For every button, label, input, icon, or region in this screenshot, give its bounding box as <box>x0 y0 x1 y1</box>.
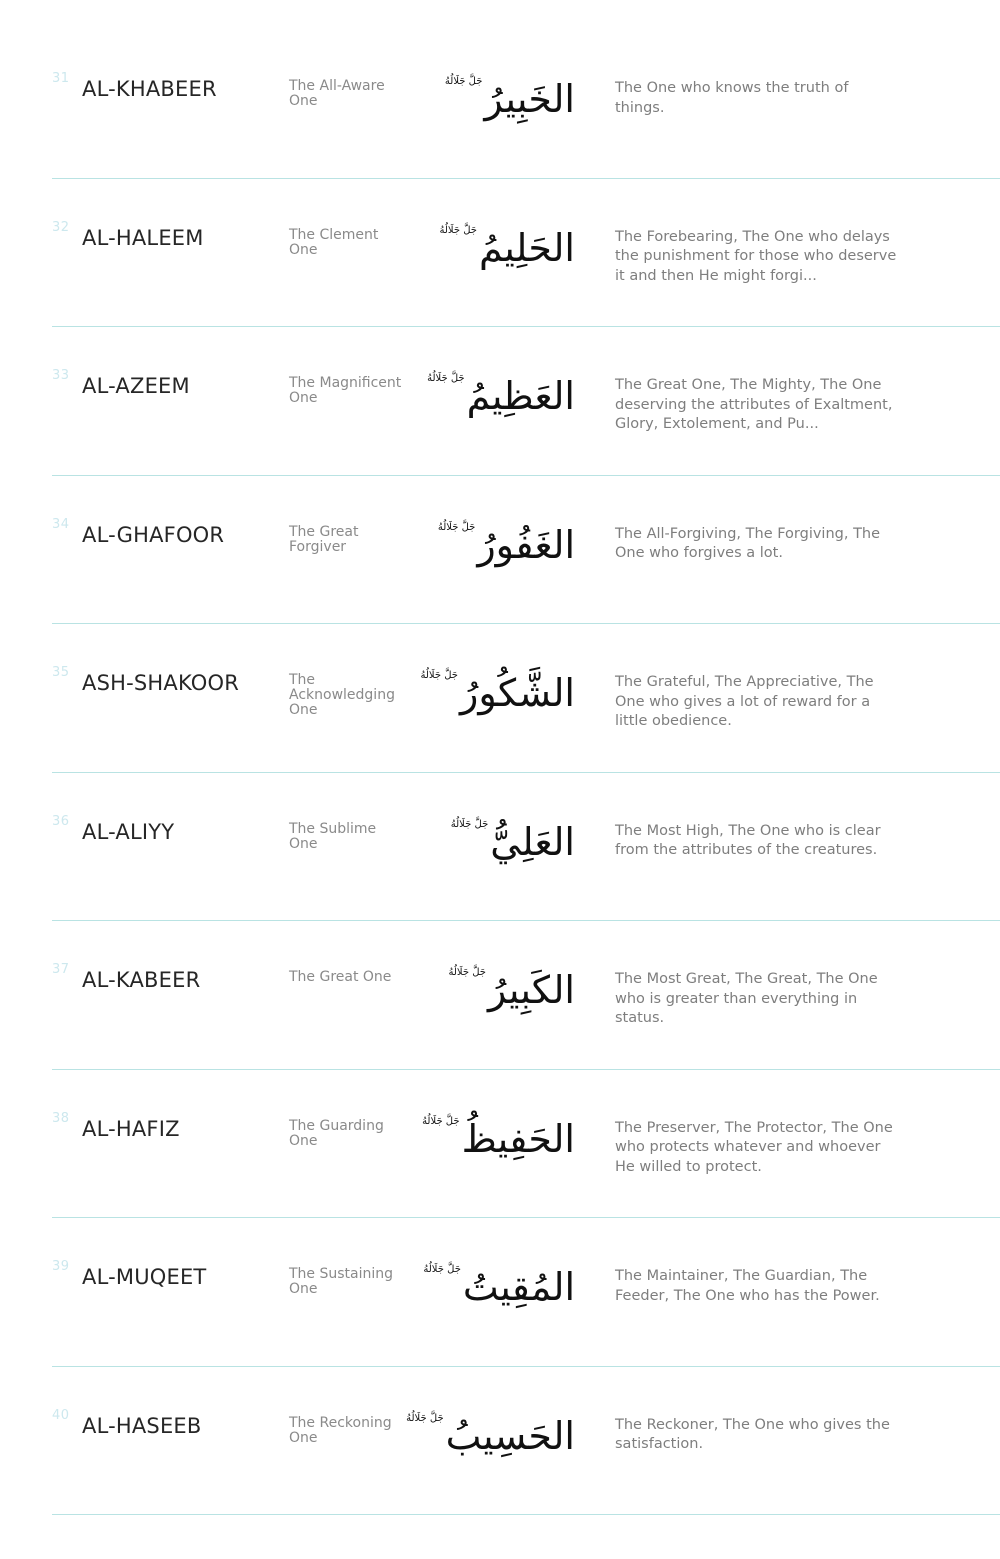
name-meaning: The Magnificent One <box>289 375 402 406</box>
arabic-calligraphy <box>440 68 575 148</box>
arabic-name: الكَبِيرُ <box>487 968 575 1012</box>
name-transliteration: AL-AZEEM <box>82 374 190 398</box>
arabic-name: الشَّكُورُ <box>459 671 575 715</box>
arabic-name: الحَسِيبُ <box>445 1413 575 1458</box>
item-number: 35 <box>52 665 70 680</box>
list-item <box>0 1367 1000 1516</box>
name-transliteration: AL-HAFIZ <box>82 1116 180 1141</box>
arabic-calligraphy <box>440 811 575 891</box>
names-list <box>0 30 1000 1515</box>
honorific-mark: جَلَّ جَلَالُهُ <box>427 373 465 384</box>
name-meaning: The All-Aware One <box>289 78 385 109</box>
name-meaning: The Great One <box>289 969 392 985</box>
arabic-calligraphy <box>423 1256 575 1336</box>
item-number: 37 <box>52 962 70 977</box>
arabic-name: الخَبِيرُ <box>484 77 575 121</box>
name-transliteration: AL-GHAFOOR <box>82 522 225 547</box>
item-number: 39 <box>52 1259 70 1274</box>
name-transliteration: AL-KABEER <box>82 968 201 992</box>
name-description: The Great One, The Mighty, The One deserving the attributes of Exaltment, Glory, Extolement, and Pu... <box>615 377 893 432</box>
name-transliteration: ASH-SHAKOOR <box>82 671 240 695</box>
item-number: 33 <box>52 368 70 383</box>
arabic-name: العَظِيمُ <box>466 374 575 418</box>
name-meaning: The Sustaining One <box>289 1266 394 1297</box>
honorific-mark: جَلَّ جَلَالُهُ <box>444 76 483 87</box>
arabic-calligraphy <box>427 365 575 445</box>
name-meaning: The Guarding One <box>289 1117 384 1149</box>
list-item <box>0 327 1000 476</box>
arabic-calligraphy <box>422 1108 575 1188</box>
name-transliteration: AL-HALEEM <box>82 225 204 250</box>
arabic-calligraphy <box>440 217 575 297</box>
item-number: 34 <box>52 516 70 532</box>
honorific-mark: جَلَّ جَلَالُهُ <box>437 521 476 533</box>
name-description: The Most High, The One who is clear from the attributes of the creatures. <box>615 822 881 858</box>
honorific-mark: جَلَّ جَلَالُهُ <box>448 967 486 978</box>
honorific-mark: جَلَّ جَلَالُهُ <box>439 224 477 236</box>
name-description: The One who knows the truth of things. <box>615 80 849 116</box>
arabic-calligraphy <box>440 959 575 1039</box>
honorific-mark: جَلَّ جَلَالُهُ <box>420 670 458 681</box>
name-description: The Forebearing, The One who delays the punishment for those who deserve it and then He might forgi... <box>615 228 897 284</box>
item-number: 40 <box>52 1407 70 1423</box>
list-item <box>0 179 1000 328</box>
honorific-mark: جَلَّ جَلَالُهُ <box>423 1264 461 1275</box>
arabic-calligraphy <box>437 514 575 594</box>
list-item <box>0 921 1000 1070</box>
arabic-name: الحَفِيظُ <box>461 1116 575 1161</box>
item-number: 31 <box>52 71 70 86</box>
name-description: The Preserver, The Protector, The One who protects whatever and whoever He willed to protect. <box>615 1119 893 1175</box>
name-transliteration: AL-HASEEB <box>82 1413 202 1438</box>
name-meaning: The Clement One <box>289 226 379 258</box>
item-number: 38 <box>52 1110 70 1126</box>
list-item <box>0 1218 1000 1367</box>
list-item <box>0 1070 1000 1219</box>
arabic-calligraphy <box>420 662 575 742</box>
name-meaning: The Reckoning One <box>289 1414 392 1446</box>
arabic-name: الغَفُورُ <box>477 522 575 567</box>
honorific-mark: جَلَّ جَلَالُهُ <box>422 1115 460 1127</box>
name-description: The Maintainer, The Guardian, The Feeder, The One who has the Power. <box>615 1268 880 1304</box>
name-description: The Grateful, The Appreciative, The One who gives a lot of reward for a little obedience. <box>615 674 874 729</box>
name-description: The Reckoner, The One who gives the satisfaction. <box>615 1416 890 1452</box>
name-description: The All-Forgiving, The Forgiving, The One who forgives a lot. <box>615 525 881 561</box>
name-transliteration: AL-ALIYY <box>82 819 175 844</box>
item-number: 36 <box>52 813 70 829</box>
list-item <box>0 30 1000 179</box>
arabic-name: الحَلِيمُ <box>478 225 575 270</box>
arabic-calligraphy <box>406 1405 575 1485</box>
honorific-mark: جَلَّ جَلَالُهُ <box>406 1412 444 1424</box>
honorific-mark: جَلَّ جَلَالُهُ <box>450 818 489 830</box>
name-meaning: The Great Forgiver <box>289 523 359 555</box>
item-number: 32 <box>52 219 70 235</box>
arabic-name: العَلِيُّ <box>490 819 575 864</box>
list-item <box>0 624 1000 773</box>
name-meaning: The Acknowledging One <box>289 672 395 718</box>
name-transliteration: AL-MUQEET <box>82 1265 207 1289</box>
name-transliteration: AL-KHABEER <box>82 77 217 101</box>
arabic-name: المُقِيتُ <box>462 1265 575 1309</box>
name-description: The Most Great, The Great, The One who is greater than everything in status. <box>615 971 878 1026</box>
list-item <box>0 773 1000 922</box>
list-item <box>0 476 1000 625</box>
name-meaning: The Sublime One <box>289 820 377 852</box>
